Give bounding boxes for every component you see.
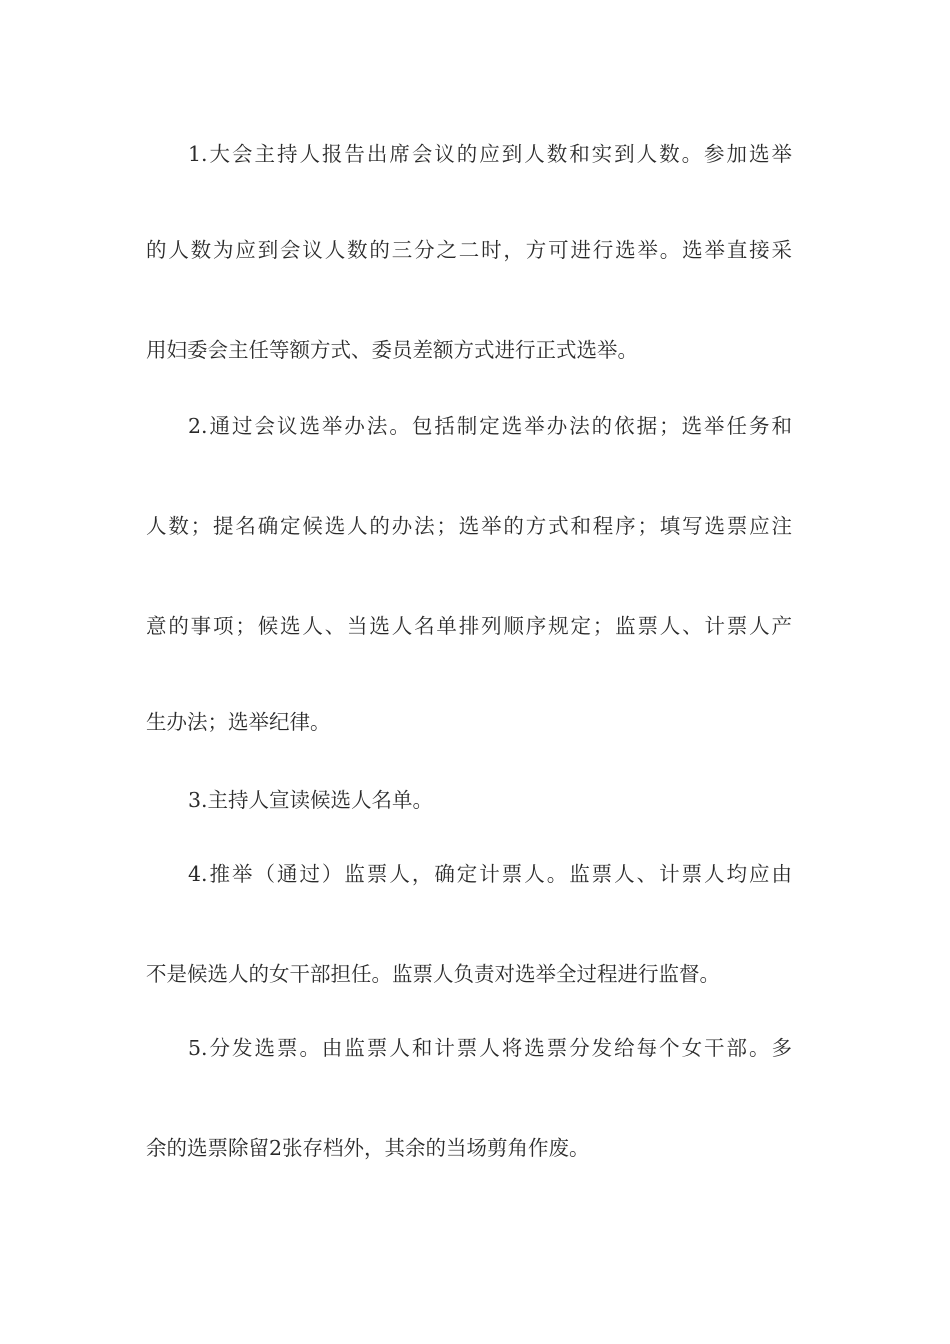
- paragraph-5-line-2: 余的选票除留2张存档外，其余的当场剪角作废。: [146, 1136, 590, 1160]
- paragraph-2-line-3: 意的事项；候选人、当选人名单排列顺序规定；监票人、计票人产: [146, 614, 792, 638]
- paragraph-4-line-2: 不是候选人的女干部担任。监票人负责对选举全过程进行监督。: [146, 962, 720, 986]
- paragraph-3-line-1: 3.主持人宣读候选人名单。: [188, 788, 434, 812]
- paragraph-4-line-1: 4.推举（通过）监票人，确定计票人。监票人、计票人均应由: [188, 862, 792, 886]
- paragraph-1-line-3: 用妇委会主任等额方式、委员差额方式进行正式选举。: [146, 338, 638, 362]
- paragraph-1-line-1: 1.大会主持人报告出席会议的应到人数和实到人数。参加选举: [188, 142, 792, 166]
- paragraph-5-line-1: 5.分发选票。由监票人和计票人将选票分发给每个女干部。多: [188, 1036, 792, 1060]
- paragraph-2-line-2: 人数；提名确定候选人的办法；选举的方式和程序；填写选票应注: [146, 514, 792, 538]
- paragraph-2-line-1: 2.通过会议选举办法。包括制定选举办法的依据；选举任务和: [188, 414, 792, 438]
- paragraph-2-line-4: 生办法；选举纪律。: [146, 710, 331, 734]
- paragraph-1-line-2: 的人数为应到会议人数的三分之二时，方可进行选举。选举直接采: [146, 238, 792, 262]
